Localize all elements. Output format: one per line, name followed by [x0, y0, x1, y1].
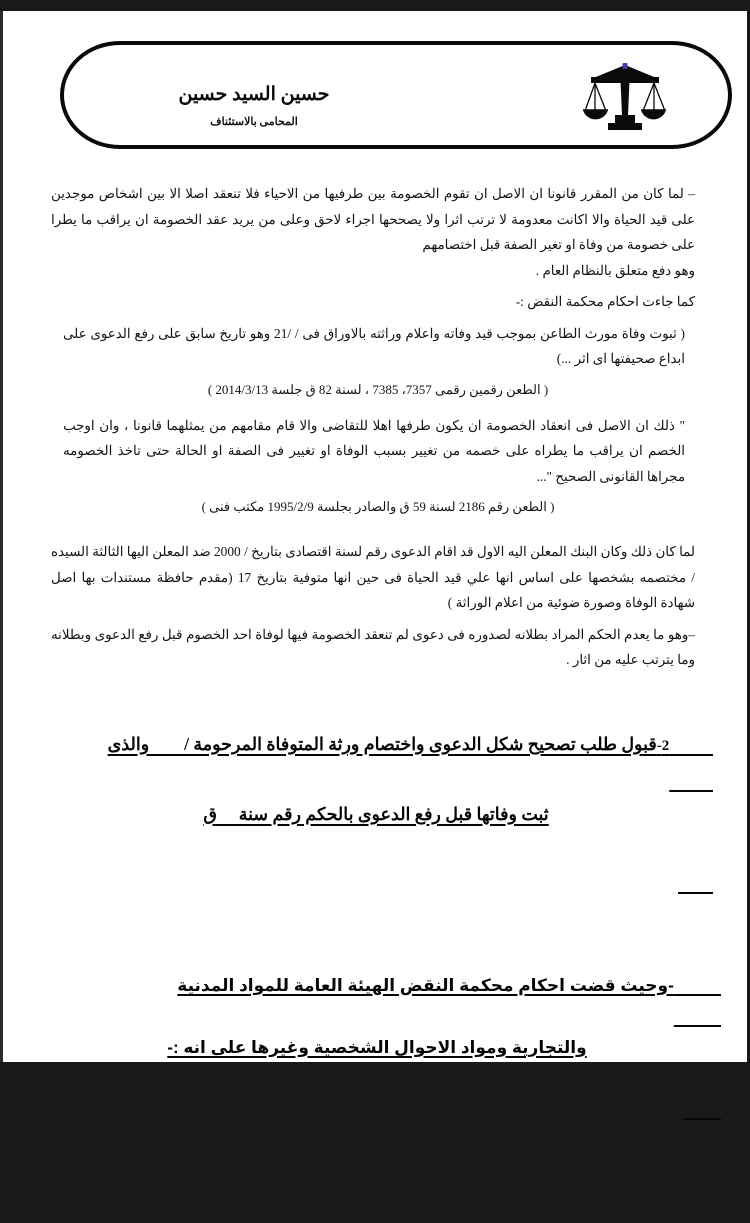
page-sheet [0, 11, 747, 1217]
letterhead-text-block [104, 83, 404, 129]
heading-number: 2- [656, 737, 670, 754]
document-body [23, 181, 733, 1223]
heading-general-assembly-line1: -وحيث قضت احكام محكمة النقض الهيئة العامة للمواد المدنية [177, 975, 674, 995]
paragraph-general-assembly-quote: "ذكرت الهيئة أنه طالما كان من المقرر أن الخصومة لا تقوم ابتداءً إلا بين طرفين من الأحياء فلا تنعقد أصلًا إلا بين أشخاص موجودين على قيد الحياة وإلا كانت معدومة، إلا أن التيسير على الخصوم وتحقيق موجبات سير العدالة يستتبع جواز اختصام ورثة المتوفى بإجراءات جديدة بموجب صحيفة مستوفية لكافة شرائطها القانونية إيداعًا وإعلانًا يتحقق به [53, 1149, 693, 1217]
paragraph-opening-principle: – لما كان من المقرر قانونا ان الاصل ان تقوم الخصومة بين طرفيها من الاحياء فلا تنعقد اصلا الا بين اشخاص موجدين على قيد الحياة والا اكانت معدومة لا ترتب اثرا ولا يصححها اجراء لاحق وعلى من يريد عقد الخصومة ان يراقب ما يطرا على خصومة من وفاة او تغير الصفة قبل اختصامهم [51, 186, 695, 252]
firm-name: حسين السيد حسين [178, 84, 330, 105]
quote-cassation-second: " ذلك ان الاصل فى انعقاد الخصومة ان يكون طرفها اهلا للتقاضى والا قام مقامهم من يمثلهما قانونا ، وان اوجب الخصم ان يراقب ما يطراه على خصمه من تغيير بسبب الوفاة او تغيير فى الصفة او الحالة حتى تاخذ الخصومه مجراها القانونى الصحيح "... [63, 417, 685, 484]
paragraph-judgment-void: –وهو ما يعدم الحكم المراد بطلانه لصدوره فى دعوى لم تنعقد الخصومة فيها لوفاة احد الخصوم قبل رفع الدعوى وبطلانه وما يترتب عليه من اثار . [51, 626, 695, 667]
scales-of-justice-icon [577, 57, 673, 143]
page-content [3, 11, 747, 1217]
heading-general-assembly-line2: والتجارية ومواد الاحوال الشخصية وغيرها على انه :- [167, 1037, 587, 1057]
firm-title: المحامى بالاستئناف [210, 115, 298, 128]
heading-request-correction-line2: ثبت وفاتها قبل رفع الدعوى بالحكم رقم سنة ق [203, 803, 549, 824]
paragraph-public-order: وهو دفع متعلق بالنظام العام . [535, 262, 695, 278]
letterhead-banner [60, 41, 732, 149]
heading-request-correction [23, 693, 733, 899]
quote-cassation-first: ( ثبوت وفاة مورث الطاعن بموجب قيد وفاته واعلام وراثته بالاوراق فى / /21 وهو تاريخ سابق على رفع الدعوى على ابداع صحيفتها اى اثر ...) [63, 325, 685, 366]
heading-general-assembly-ruling [23, 939, 733, 1125]
citation-second: ( الطعن رقم 2186 لسنة 59 ق والصادر بجلسة 1995/2/9 مكتب فنى ) [201, 499, 555, 514]
citation-first: ( الطعن رقمين رقمى 7357، 7385 ، لسنة 82 ق جلسة 2014/3/13 ) [207, 381, 549, 397]
paragraph-bank-case-facts: لما كان ذلك وكان البنك المعلن اليه الاول قد اقام الدعوى رقم لسنة اقتصادى بتاريخ / 2000 ضد المعلن اليها الثالثة السيده / مختصمه بشخصها على اساس انها علي قيد الحياة فى حين انها متوفية بتاريخ 17 (مقدم حافظة مستندات بها اصل شهادة الوفاة وصورة ضوئية من اعلام الوراثة ) [51, 544, 696, 610]
paragraph-cassation-intro: كما جاءت احكام محكمة النقض :- [515, 294, 695, 309]
heading-request-correction-line1: قبول طلب تصحيح شكل الدعوى واختصام ورثة المتوفاة المرحومة / والذى [107, 733, 657, 754]
